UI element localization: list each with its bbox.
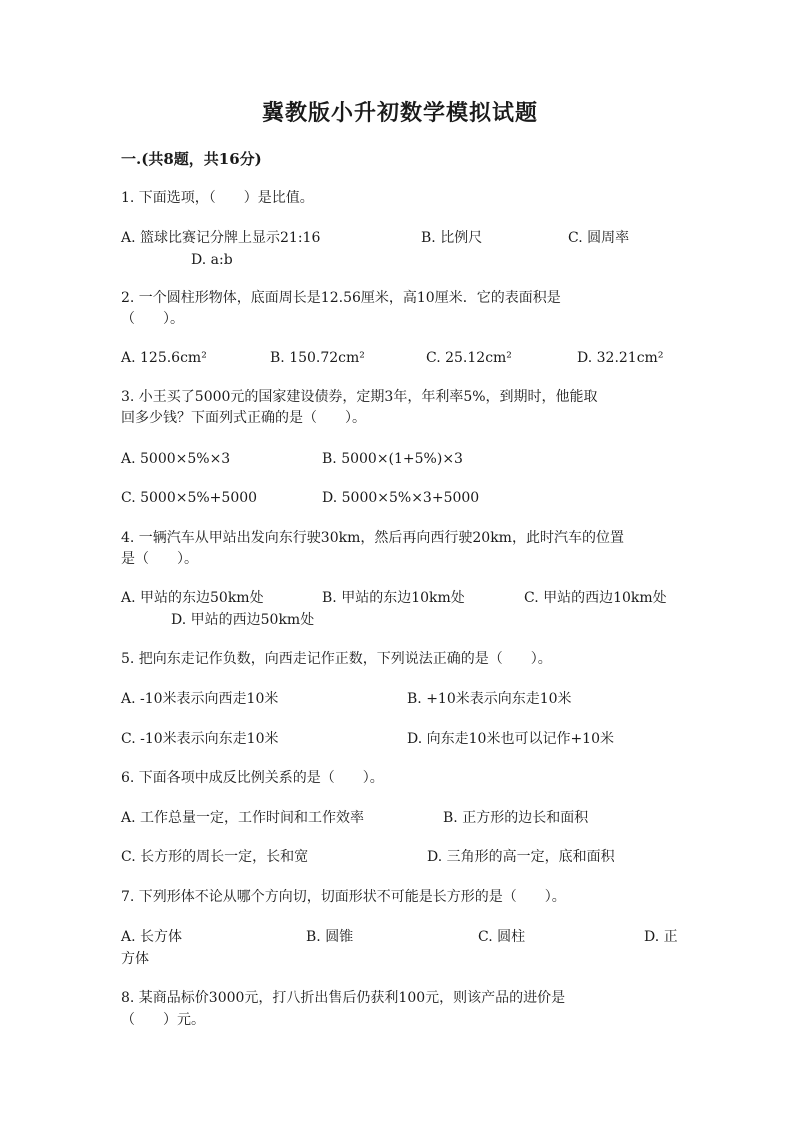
question-3-option-c: C. 5000×5%+5000 — [121, 490, 258, 506]
question-2-option-d: D. 32.21cm² — [577, 350, 664, 366]
question-2-stem: 2. 一个圆柱形物体，底面周长是12.56厘米，高10厘米．它的表面积是 — [121, 290, 561, 306]
question-3-option-a: A. 5000×5%×3 — [121, 451, 231, 467]
question-2-option-a: A. 125.6cm² — [121, 350, 207, 366]
question-1-option-d: D. a:b — [191, 252, 233, 268]
question-8-stem-cont: （ ）元。 — [121, 1012, 205, 1028]
question-3-stem: 3. 小王买了5000元的国家建设债券，定期3年，年利率5%，到期时，他能取 — [121, 389, 598, 405]
question-2-option-c: C. 25.12cm² — [426, 350, 512, 366]
question-7-option-d-cont: 方体 — [121, 951, 149, 967]
question-6-option-a: A. 工作总量一定，工作时间和工作效率 — [121, 810, 365, 826]
question-4-stem: 4. 一辆汽车从甲站出发向东行驶30km，然后再向西行驶20km，此时汽车的位置 — [121, 530, 624, 546]
question-7-option-a: A. 长方体 — [121, 929, 183, 945]
question-2-stem-cont: （ ）。 — [121, 311, 184, 327]
question-7-option-d: D. 正 — [644, 929, 678, 945]
question-6-option-c: C. 长方形的周长一定，长和宽 — [121, 849, 309, 865]
section-heading: 一.(共8题，共16分) — [121, 150, 262, 168]
question-8-stem: 8. 某商品标价3000元，打八折出售后仍获利100元，则该产品的进价是 — [121, 990, 566, 1006]
question-5-option-a: A. -10米表示向西走10米 — [121, 691, 279, 707]
question-3-option-b: B. 5000×(1+5%)×3 — [322, 451, 463, 467]
question-1-option-a: A. 篮球比赛记分牌上显示21:16 — [121, 230, 321, 246]
question-7-option-c: C. 圆柱 — [478, 929, 526, 945]
question-7-option-b: B. 圆锥 — [306, 929, 354, 945]
question-4-option-a: A. 甲站的东边50km处 — [121, 590, 264, 606]
question-5-option-c: C. -10米表示向东走10米 — [121, 731, 279, 747]
question-5-option-d: D. 向东走10米也可以记作+10米 — [407, 731, 614, 747]
question-5-option-b: B. +10米表示向东走10米 — [407, 691, 572, 707]
question-1-stem: 1. 下面选项，（ ）是比值。 — [121, 190, 314, 206]
question-1-option-b: B. 比例尺 — [421, 230, 483, 246]
question-6-stem: 6. 下面各项中成反比例关系的是（ ）。 — [121, 770, 384, 786]
question-2-option-b: B. 150.72cm² — [270, 350, 365, 366]
question-3-option-d: D. 5000×5%×3+5000 — [322, 490, 480, 506]
page-title: 冀教版小升初数学模拟试题 — [261, 100, 538, 126]
question-3-stem-cont: 回多少钱？下面列式正确的是（ ）。 — [121, 410, 366, 426]
question-4-option-b: B. 甲站的东边10km处 — [322, 590, 465, 606]
question-4-stem-cont: 是（ ）。 — [121, 551, 198, 567]
question-4-option-d: D. 甲站的西边50km处 — [171, 612, 315, 628]
question-1-option-c: C. 圆周率 — [568, 230, 630, 246]
question-4-option-c: C. 甲站的西边10km处 — [524, 590, 667, 606]
question-6-option-b: B. 正方形的边长和面积 — [443, 810, 589, 826]
question-7-stem: 7. 下列形体不论从哪个方向切，切面形状不可能是长方形的是（ ）。 — [121, 889, 566, 905]
question-6-option-d: D. 三角形的高一定，底和面积 — [427, 849, 615, 865]
question-5-stem: 5. 把向东走记作负数，向西走记作正数，下列说法正确的是（ ）。 — [121, 651, 552, 667]
